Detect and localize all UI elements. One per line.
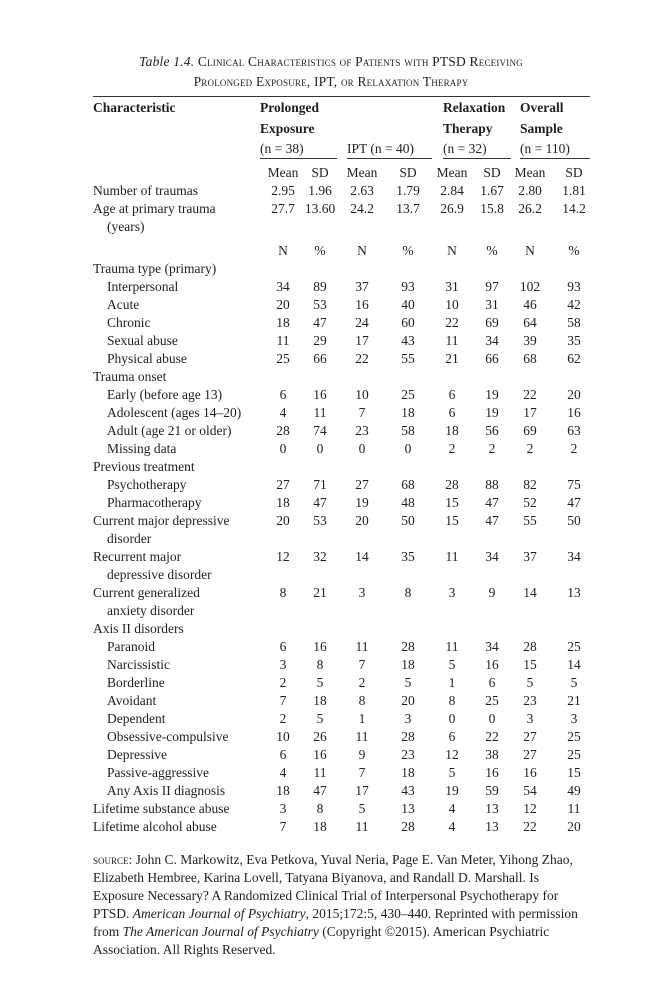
row-label: Narcissistic bbox=[107, 657, 170, 672]
table-cell: 8 bbox=[358, 693, 366, 708]
row-label: anxiety disorder bbox=[107, 603, 195, 618]
row-label: Dependent bbox=[107, 711, 166, 726]
table-cell: 19 bbox=[485, 387, 499, 402]
row-label: disorder bbox=[107, 531, 152, 546]
table-cell: 56 bbox=[485, 423, 499, 438]
table-cell: 2 bbox=[526, 441, 534, 456]
table-cell: 9 bbox=[358, 747, 366, 762]
table-cell: 3 bbox=[279, 657, 287, 672]
table-cell: 66 bbox=[313, 351, 327, 366]
table-cell: 27 bbox=[523, 747, 537, 762]
table-cell: 37 bbox=[355, 279, 369, 294]
row-label: Trauma type (primary) bbox=[93, 261, 217, 276]
table-cell: 55 bbox=[401, 351, 415, 366]
table-cell: 11 bbox=[445, 333, 459, 348]
table-cell: 20 bbox=[567, 387, 581, 402]
subhead-n-pct-5: % bbox=[486, 243, 498, 258]
row-label: Missing data bbox=[107, 441, 177, 456]
table-cell: 12 bbox=[445, 747, 459, 762]
table-cell: 15 bbox=[445, 513, 459, 528]
table-cell: 16 bbox=[313, 747, 327, 762]
table-cell: 10 bbox=[445, 297, 459, 312]
table-cell: 63 bbox=[567, 423, 581, 438]
group-rule-relaxation bbox=[443, 158, 511, 159]
table-cell: 5 bbox=[448, 657, 456, 672]
table-cell: 17 bbox=[355, 333, 369, 348]
subhead-mean-sd-1: SD bbox=[311, 165, 329, 180]
table-cell: 35 bbox=[401, 549, 415, 564]
table-cell: 2 bbox=[279, 675, 287, 690]
table-cell: 16 bbox=[485, 657, 499, 672]
table-cell: 68 bbox=[523, 351, 537, 366]
table-cell: 54 bbox=[523, 783, 537, 798]
table-cell: 88 bbox=[485, 477, 499, 492]
table-cell: 25 bbox=[567, 729, 581, 744]
table-cell: 1.96 bbox=[308, 183, 332, 198]
table-cell: 13 bbox=[485, 801, 499, 816]
table-cell: 53 bbox=[313, 297, 327, 312]
table-cell: 62 bbox=[567, 351, 581, 366]
table-cell: 15 bbox=[445, 495, 459, 510]
row-label: Adult (age 21 or older) bbox=[107, 423, 232, 438]
table-cell: 18 bbox=[276, 495, 290, 510]
table-cell: 60 bbox=[401, 315, 415, 330]
table-cell: 5 bbox=[316, 711, 324, 726]
table-cell: 18 bbox=[401, 657, 415, 672]
table-cell: 47 bbox=[313, 315, 327, 330]
table-cell: 26.9 bbox=[440, 201, 464, 216]
table-cell: 20 bbox=[567, 819, 581, 834]
table-cell: 16 bbox=[313, 387, 327, 402]
table-cell: 2 bbox=[570, 441, 578, 456]
table-cell: 19 bbox=[485, 405, 499, 420]
table-cell: 7 bbox=[358, 657, 366, 672]
source-journal: American Journal of Psychiatry bbox=[132, 906, 306, 921]
row-label: Early (before age 13) bbox=[107, 387, 223, 402]
table-cell: 34 bbox=[485, 549, 499, 564]
row-label: Previous treatment bbox=[93, 459, 195, 474]
table-cell: 21 bbox=[313, 585, 327, 600]
table-cell: 16 bbox=[523, 765, 537, 780]
table-cell: 28 bbox=[401, 729, 415, 744]
table-cell: 10 bbox=[276, 729, 290, 744]
row-label: Age at primary trauma bbox=[93, 201, 216, 216]
table-cell: 12 bbox=[276, 549, 290, 564]
table-cell: 1.79 bbox=[396, 183, 420, 198]
table-cell: 27 bbox=[355, 477, 369, 492]
table-cell: 8 bbox=[316, 657, 324, 672]
table-cell: 7 bbox=[279, 693, 287, 708]
source-authors: John C. Markowitz, Eva Petkova, Yuval Neria, Page E. Van Meter, Yihong Zhao, Elizabeth Hembree, Karina Lovell, Tatyana Biyanova, and Randall D. Marshall. Is Exposure Necessary? A Randomized Clinical Trial of Interpersonal Psychotherapy for PTSD. bbox=[93, 852, 573, 921]
group-rule-prolonged bbox=[260, 158, 337, 159]
table-cell: 26 bbox=[313, 729, 327, 744]
table-cell: 15.8 bbox=[480, 201, 504, 216]
row-label: Passive-aggressive bbox=[107, 765, 209, 780]
col-header-characteristic: Characteristic bbox=[93, 100, 176, 115]
table-cell: 6 bbox=[448, 729, 456, 744]
table-cell: 2 bbox=[448, 441, 456, 456]
table-cell: 17 bbox=[355, 783, 369, 798]
table-cell: 15 bbox=[523, 657, 537, 672]
table-cell: 5 bbox=[570, 675, 578, 690]
table-cell: 8 bbox=[279, 585, 287, 600]
group-rule-overall bbox=[520, 158, 590, 159]
row-label: Depressive bbox=[107, 747, 167, 762]
subhead-n-pct-7: % bbox=[568, 243, 580, 258]
table-cell: 18 bbox=[276, 783, 290, 798]
table-cell: 53 bbox=[313, 513, 327, 528]
subhead-n-pct-3: % bbox=[402, 243, 414, 258]
table-cell: 25 bbox=[567, 639, 581, 654]
table-cell: 11 bbox=[276, 333, 290, 348]
table-cell: 82 bbox=[523, 477, 537, 492]
table-cell: 6 bbox=[279, 639, 287, 654]
table-cell: 20 bbox=[276, 513, 290, 528]
table-cell: 47 bbox=[485, 495, 499, 510]
table-cell: 43 bbox=[401, 333, 415, 348]
subhead-n-pct-0: N bbox=[278, 243, 288, 258]
table-cell: 2.95 bbox=[271, 183, 295, 198]
table-cell: 2 bbox=[358, 675, 366, 690]
col-header-group-0-line-1: Exposure bbox=[260, 121, 315, 136]
table-cell: 37 bbox=[523, 549, 537, 564]
table-cell: 0 bbox=[488, 711, 496, 726]
table-caption-line2 bbox=[0, 72, 662, 91]
table-cell: 21 bbox=[567, 693, 581, 708]
table-cell: 47 bbox=[567, 495, 581, 510]
table-cell: 0 bbox=[404, 441, 412, 456]
table-cell: 43 bbox=[401, 783, 415, 798]
subhead-n-pct-4: N bbox=[447, 243, 457, 258]
table-cell: 20 bbox=[276, 297, 290, 312]
table-cell: 47 bbox=[485, 513, 499, 528]
table-cell: 7 bbox=[279, 819, 287, 834]
table-cell: 4 bbox=[448, 819, 456, 834]
table-cell: 13 bbox=[567, 585, 581, 600]
table-cell: 18 bbox=[401, 405, 415, 420]
col-header-group-2-line-0: Relaxation bbox=[443, 100, 506, 115]
table-cell: 52 bbox=[523, 495, 537, 510]
row-label: Current generalized bbox=[93, 585, 200, 600]
row-label: Axis II disorders bbox=[93, 621, 184, 636]
table-cell: 25 bbox=[276, 351, 290, 366]
table-cell: 11 bbox=[445, 639, 459, 654]
col-header-group-0-line-2: (n = 38) bbox=[260, 141, 304, 156]
table-cell: 64 bbox=[523, 315, 537, 330]
table-cell: 40 bbox=[401, 297, 415, 312]
table-cell: 12 bbox=[523, 801, 537, 816]
table-cell: 14 bbox=[355, 549, 369, 564]
col-header-group-3-line-0: Overall bbox=[520, 100, 564, 115]
table-cell: 16 bbox=[313, 639, 327, 654]
table-cell: 28 bbox=[445, 477, 459, 492]
subhead-mean-sd-2: Mean bbox=[346, 165, 378, 180]
table-cell: 6 bbox=[488, 675, 496, 690]
row-label: depressive disorder bbox=[107, 567, 212, 582]
table-cell: 5 bbox=[316, 675, 324, 690]
table-cell: 5 bbox=[358, 801, 366, 816]
table-cell: 2.80 bbox=[518, 183, 542, 198]
row-label: Paranoid bbox=[107, 639, 155, 654]
table-cell: 93 bbox=[567, 279, 581, 294]
table-cell: 11 bbox=[313, 405, 327, 420]
table-cell: 6 bbox=[448, 405, 456, 420]
table-cell: 50 bbox=[401, 513, 415, 528]
table-cell: 31 bbox=[485, 297, 499, 312]
table-cell: 1 bbox=[358, 711, 366, 726]
table-cell: 13 bbox=[401, 801, 415, 816]
table-cell: 3 bbox=[404, 711, 412, 726]
table-cell: 68 bbox=[401, 477, 415, 492]
table-cell: 32 bbox=[313, 549, 327, 564]
row-label: Borderline bbox=[107, 675, 165, 690]
table-cell: 26.2 bbox=[518, 201, 542, 216]
table-cell: 66 bbox=[485, 351, 499, 366]
table-cell: 22 bbox=[485, 729, 499, 744]
col-header-group-3-line-2: (n = 110) bbox=[520, 141, 570, 156]
table-cell: 4 bbox=[279, 765, 287, 780]
subhead-mean-sd-4: Mean bbox=[436, 165, 468, 180]
table-cell: 20 bbox=[401, 693, 415, 708]
table-cell: 13.7 bbox=[396, 201, 420, 216]
table-cell: 59 bbox=[485, 783, 499, 798]
table-cell: 2 bbox=[488, 441, 496, 456]
table-cell: 1.81 bbox=[562, 183, 586, 198]
table-cell: 17 bbox=[523, 405, 537, 420]
table-cell: 11 bbox=[313, 765, 327, 780]
row-label: Obsessive-compulsive bbox=[107, 729, 229, 744]
table-cell: 18 bbox=[313, 693, 327, 708]
table-cell: 42 bbox=[567, 297, 581, 312]
row-label: Pharmacotherapy bbox=[107, 495, 202, 510]
table-cell: 27.7 bbox=[271, 201, 295, 216]
source-journal-2: The American Journal of Psychiatry bbox=[122, 924, 319, 939]
table-cell: 18 bbox=[445, 423, 459, 438]
table-cell: 74 bbox=[313, 423, 327, 438]
table-cell: 23 bbox=[523, 693, 537, 708]
table-cell: 22 bbox=[355, 351, 369, 366]
table-cell: 1.67 bbox=[480, 183, 504, 198]
table-cell: 31 bbox=[445, 279, 459, 294]
table-cell: 18 bbox=[276, 315, 290, 330]
table-caption bbox=[0, 52, 662, 71]
table-cell: 22 bbox=[523, 387, 537, 402]
subhead-mean-sd-5: SD bbox=[483, 165, 501, 180]
table-cell: 35 bbox=[567, 333, 581, 348]
table-cell: 69 bbox=[485, 315, 499, 330]
table-cell: 11 bbox=[355, 639, 369, 654]
table-cell: 8 bbox=[316, 801, 324, 816]
table-cell: 102 bbox=[519, 279, 541, 294]
row-label: Recurrent major bbox=[93, 549, 182, 564]
table-cell: 69 bbox=[523, 423, 537, 438]
row-label: Acute bbox=[107, 297, 140, 312]
table-cell: 19 bbox=[445, 783, 459, 798]
table-cell: 7 bbox=[358, 765, 366, 780]
table-cell: 34 bbox=[276, 279, 290, 294]
row-label: Psychotherapy bbox=[107, 477, 187, 492]
table-cell: 11 bbox=[355, 819, 369, 834]
table-cell: 4 bbox=[448, 801, 456, 816]
table-cell: 18 bbox=[313, 819, 327, 834]
table-cell: 47 bbox=[313, 783, 327, 798]
row-label: Interpersonal bbox=[107, 279, 179, 294]
table-cell: 11 bbox=[567, 801, 581, 816]
table-cell: 3 bbox=[526, 711, 534, 726]
subhead-mean-sd-0: Mean bbox=[267, 165, 299, 180]
group-rule-ipt bbox=[347, 158, 432, 159]
table-cell: 10 bbox=[355, 387, 369, 402]
table-cell: 0 bbox=[279, 441, 287, 456]
table-cell: 8 bbox=[404, 585, 412, 600]
table-cell: 5 bbox=[448, 765, 456, 780]
table-cell: 46 bbox=[523, 297, 537, 312]
table-number: Table 1.4. bbox=[139, 54, 195, 69]
table-cell: 3 bbox=[570, 711, 578, 726]
row-label: Chronic bbox=[107, 315, 151, 330]
table-title-line2: Prolonged Exposure, IPT, or Relaxation Therapy bbox=[193, 74, 469, 89]
table-cell: 18 bbox=[401, 765, 415, 780]
source-note bbox=[93, 851, 583, 959]
table-cell: 6 bbox=[279, 747, 287, 762]
table-cell: 25 bbox=[567, 747, 581, 762]
table-cell: 13 bbox=[485, 819, 499, 834]
table-cell: 2.63 bbox=[350, 183, 374, 198]
table-cell: 24.2 bbox=[350, 201, 374, 216]
row-label: Physical abuse bbox=[107, 351, 187, 366]
table-cell: 3 bbox=[279, 801, 287, 816]
table-cell: 21 bbox=[445, 351, 459, 366]
row-label: Lifetime substance abuse bbox=[93, 801, 230, 816]
table-cell: 55 bbox=[523, 513, 537, 528]
table-cell: 16 bbox=[485, 765, 499, 780]
col-header-group-0-line-0: Prolonged bbox=[260, 100, 320, 115]
row-label: Avoidant bbox=[107, 693, 157, 708]
table-cell: 6 bbox=[448, 387, 456, 402]
table-cell: 25 bbox=[401, 387, 415, 402]
table-cell: 97 bbox=[485, 279, 499, 294]
row-label: Trauma onset bbox=[93, 369, 167, 384]
table-cell: 34 bbox=[485, 639, 499, 654]
table-cell: 19 bbox=[355, 495, 369, 510]
subhead-mean-sd-7: SD bbox=[565, 165, 583, 180]
table-cell: 1 bbox=[448, 675, 456, 690]
subhead-n-pct-1: % bbox=[314, 243, 326, 258]
table-cell: 0 bbox=[358, 441, 366, 456]
table-title-line1: Clinical Characteristics of Patients with PTSD Receiving bbox=[197, 54, 523, 69]
row-label: Adolescent (ages 14–20) bbox=[107, 405, 242, 420]
table-cell: 23 bbox=[355, 423, 369, 438]
table-cell: 16 bbox=[567, 405, 581, 420]
table-cell: 22 bbox=[445, 315, 459, 330]
table-cell: 58 bbox=[567, 315, 581, 330]
table-cell: 2 bbox=[279, 711, 287, 726]
table-cell: 22 bbox=[523, 819, 537, 834]
table-cell: 24 bbox=[355, 315, 369, 330]
table-cell: 28 bbox=[523, 639, 537, 654]
row-label: Number of traumas bbox=[93, 183, 198, 198]
source-label: source: bbox=[93, 852, 133, 867]
table-cell: 23 bbox=[401, 747, 415, 762]
table-cell: 0 bbox=[316, 441, 324, 456]
row-label: Any Axis II diagnosis bbox=[107, 783, 226, 798]
col-header-group-1-line-2: IPT (n = 40) bbox=[347, 141, 414, 156]
subhead-mean-sd-3: SD bbox=[399, 165, 417, 180]
table-cell: 34 bbox=[485, 333, 499, 348]
source-citation: , 2015;172:5, 430–440. Reprinted with permission from bbox=[93, 906, 578, 939]
table-cell: 11 bbox=[445, 549, 459, 564]
table-cell: 2.84 bbox=[440, 183, 464, 198]
table-cell: 28 bbox=[276, 423, 290, 438]
table-cell: 38 bbox=[485, 747, 499, 762]
table-cell: 27 bbox=[523, 729, 537, 744]
col-header-group-2-line-2: (n = 32) bbox=[443, 141, 487, 156]
table-cell: 4 bbox=[279, 405, 287, 420]
table-cell: 5 bbox=[526, 675, 534, 690]
table-cell: 93 bbox=[401, 279, 415, 294]
col-header-group-2-line-1: Therapy bbox=[443, 121, 493, 136]
table-cell: 58 bbox=[401, 423, 415, 438]
subhead-n-pct-6: N bbox=[525, 243, 535, 258]
table-cell: 20 bbox=[355, 513, 369, 528]
table-cell: 27 bbox=[276, 477, 290, 492]
top-rule bbox=[93, 96, 590, 97]
table-cell: 25 bbox=[485, 693, 499, 708]
table-cell: 39 bbox=[523, 333, 537, 348]
row-label: (years) bbox=[107, 219, 145, 234]
table-cell: 3 bbox=[358, 585, 366, 600]
table-cell: 6 bbox=[279, 387, 287, 402]
table-cell: 16 bbox=[355, 297, 369, 312]
source-copyright: (Copyright ©2015). American Psychiatric Association. All Rights Reserved. bbox=[93, 924, 550, 957]
table-cell: 47 bbox=[313, 495, 327, 510]
row-label: Current major depressive bbox=[93, 513, 230, 528]
table-cell: 11 bbox=[355, 729, 369, 744]
table-cell: 49 bbox=[567, 783, 581, 798]
table-cell: 9 bbox=[488, 585, 496, 600]
table-cell: 71 bbox=[313, 477, 327, 492]
table-cell: 7 bbox=[358, 405, 366, 420]
table-cell: 14 bbox=[567, 657, 581, 672]
table-cell: 28 bbox=[401, 819, 415, 834]
table-cell: 29 bbox=[313, 333, 327, 348]
table-cell: 3 bbox=[448, 585, 456, 600]
row-label: Sexual abuse bbox=[107, 333, 178, 348]
table-cell: 14.2 bbox=[562, 201, 586, 216]
table-cell: 0 bbox=[448, 711, 456, 726]
table-cell: 28 bbox=[401, 639, 415, 654]
table-cell: 8 bbox=[448, 693, 456, 708]
table-cell: 50 bbox=[567, 513, 581, 528]
table-cell: 14 bbox=[523, 585, 537, 600]
table-cell: 34 bbox=[567, 549, 581, 564]
table-cell: 13.60 bbox=[304, 201, 336, 216]
table-cell: 15 bbox=[567, 765, 581, 780]
table-cell: 75 bbox=[567, 477, 581, 492]
table-cell: 5 bbox=[404, 675, 412, 690]
row-label: Lifetime alcohol abuse bbox=[93, 819, 217, 834]
table-cell: 48 bbox=[401, 495, 415, 510]
subhead-n-pct-2: N bbox=[357, 243, 367, 258]
subhead-mean-sd-6: Mean bbox=[514, 165, 546, 180]
table-cell: 89 bbox=[313, 279, 327, 294]
col-header-group-3-line-1: Sample bbox=[520, 121, 563, 136]
